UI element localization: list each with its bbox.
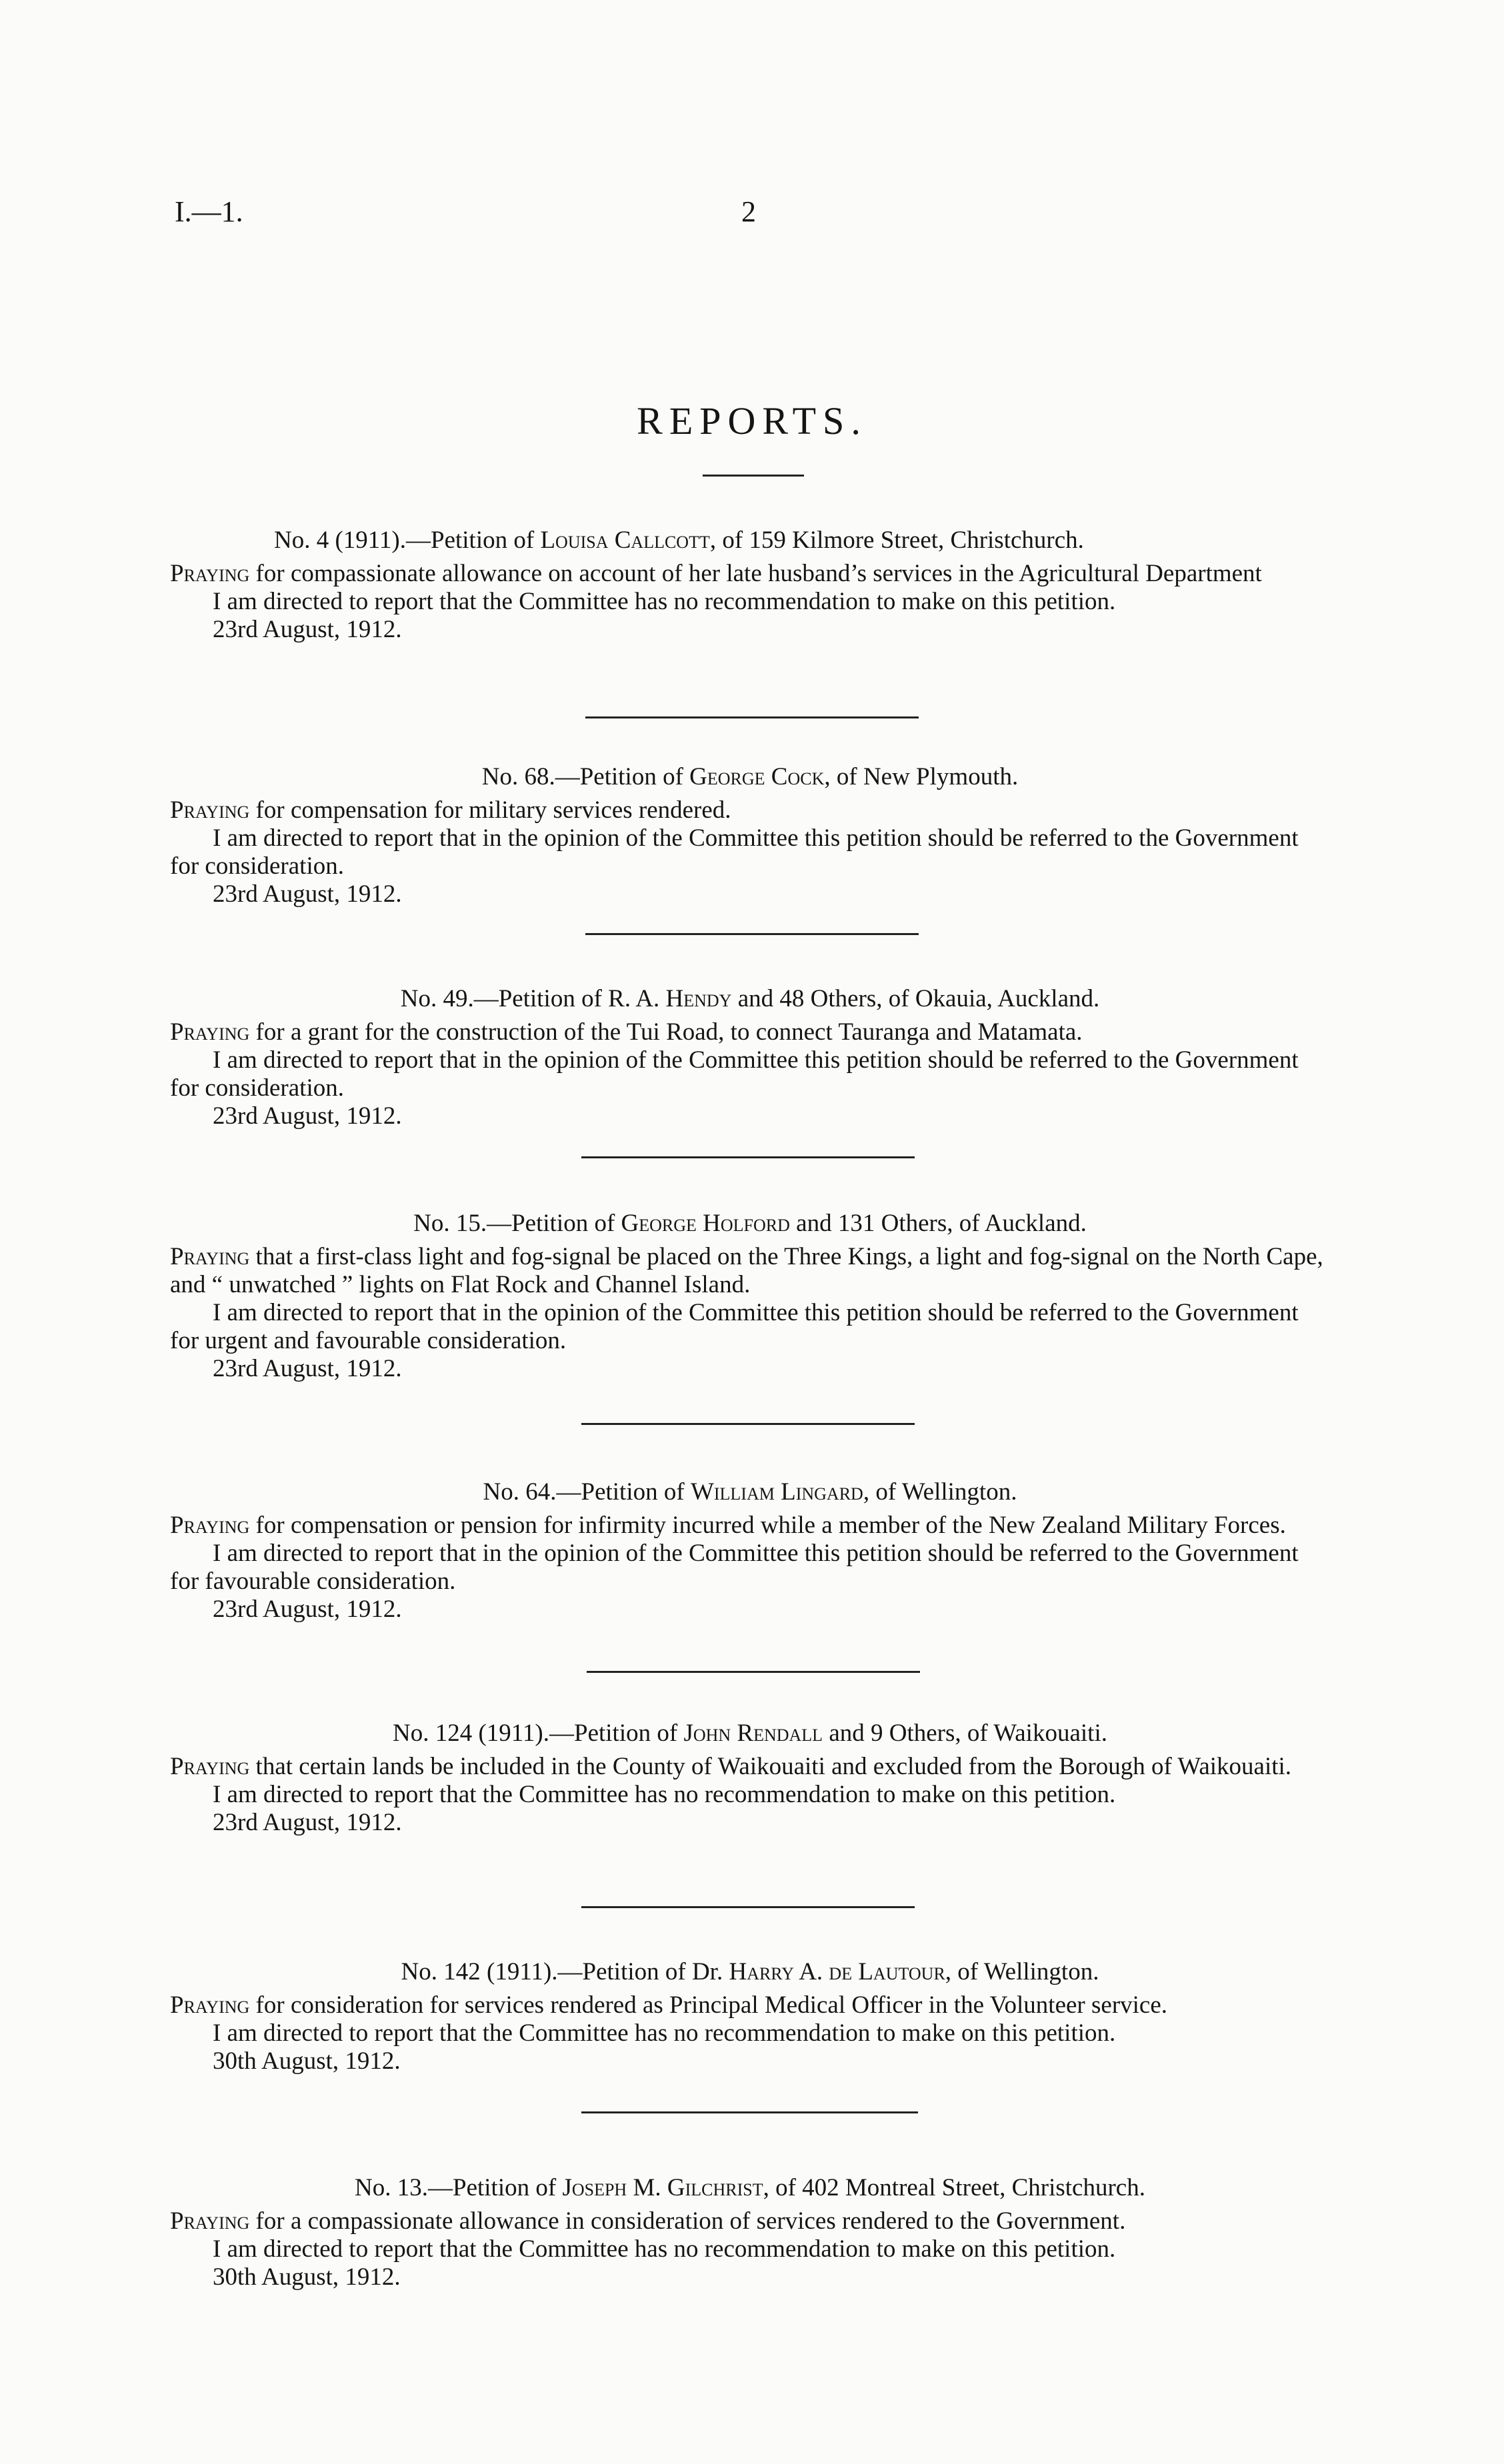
- report-date: 23rd August, 1912.: [213, 1102, 402, 1130]
- petition-report-64: [170, 1478, 1330, 1624]
- petition-report-49: [170, 985, 1330, 1130]
- section-divider: [585, 716, 919, 718]
- praying-paragraph: Praying for a grant for the construction of the Tui Road, to connect Tauranga and Matamata.: [170, 1018, 1083, 1046]
- report-date: 30th August, 1912.: [213, 2263, 401, 2291]
- praying-paragraph: Praying that a first-class light and fog-signal be placed on the Three Kings, a light and fog-signal on the North Cape, and “ unwatched ” lights on Flat Rock and Channel Island.: [170, 1243, 1323, 1298]
- section-divider: [585, 933, 919, 935]
- page-number: 2: [741, 195, 756, 228]
- petition-report-142-1911: [170, 1958, 1330, 2075]
- petition-heading: No. 64.—Petition of William Lingard, of Wellington.: [483, 1478, 1017, 1506]
- petition-heading: No. 68.—Petition of George Cock, of New Plymouth.: [481, 763, 1019, 790]
- page-title: REPORTS.: [637, 399, 867, 443]
- section-divider: [581, 1906, 915, 1908]
- report-paragraph: I am directed to report that the Committee has no recommendation to make on this petition.: [213, 2019, 1116, 2047]
- petition-heading: No. 15.—Petition of George Holford and 131 Others, of Auckland.: [413, 1210, 1087, 1237]
- report-date: 23rd August, 1912.: [213, 1596, 402, 1623]
- praying-paragraph: Praying for compassionate allowance on account of her late husband’s services in the Agricultural Department: [170, 560, 1262, 587]
- report-paragraph: I am directed to report that the Committee has no recommendation to make on this petition.: [213, 588, 1116, 615]
- petition-heading: No. 124 (1911).—Petition of John Rendall and 9 Others, of Waikouaiti.: [393, 1720, 1107, 1747]
- petition-report-4-1911: [170, 527, 1330, 644]
- petition-report-13: [170, 2174, 1330, 2291]
- praying-paragraph: Praying for a compassionate allowance in consideration of services rendered to the Government.: [170, 2207, 1126, 2235]
- petition-heading: No. 4 (1911).—Petition of Louisa Callcott, of 159 Kilmore Street, Christchurch.: [274, 527, 1084, 554]
- report-paragraph: I am directed to report that the Committee has no recommendation to make on this petition.: [213, 2235, 1116, 2263]
- report-date: 23rd August, 1912.: [213, 880, 402, 908]
- title-rule: [703, 475, 804, 477]
- report-date: 23rd August, 1912.: [213, 616, 402, 643]
- report-paragraph: I am directed to report that in the opinion of the Committee this petition should be referred to the Government for consideration.: [170, 824, 1299, 880]
- petition-heading: No. 142 (1911).—Petition of Dr. Harry A. de Lautour, of Wellington.: [401, 1958, 1099, 1985]
- praying-paragraph: Praying that certain lands be included in the County of Waikouaiti and excluded from the Borough of Waikouaiti.: [170, 1753, 1292, 1780]
- section-divider: [587, 1671, 920, 1673]
- petition-report-124-1911: [170, 1720, 1330, 1837]
- section-divider: [581, 2111, 918, 2113]
- petition-report-15: [170, 1210, 1330, 1383]
- report-paragraph: I am directed to report that in the opinion of the Committee this petition should be referred to the Government for consideration.: [170, 1046, 1299, 1102]
- section-divider: [581, 1156, 915, 1158]
- report-paragraph: I am directed to report that in the opinion of the Committee this petition should be referred to the Government for urgent and favourable consideration.: [170, 1299, 1299, 1354]
- report-date: 30th August, 1912.: [213, 2047, 401, 2075]
- praying-paragraph: Praying for consideration for services rendered as Principal Medical Officer in the Volunteer service.: [170, 1991, 1168, 2019]
- praying-paragraph: Praying for compensation or pension for infirmity incurred while a member of the New Zealand Military Forces.: [170, 1512, 1286, 1539]
- petition-heading: No. 13.—Petition of Joseph M. Gilchrist, of 402 Montreal Street, Christchurch.: [355, 2174, 1145, 2201]
- praying-paragraph: Praying for compensation for military services rendered.: [170, 796, 731, 824]
- report-paragraph: I am directed to report that the Committee has no recommendation to make on this petition.: [213, 1781, 1116, 1808]
- section-divider: [581, 1423, 915, 1425]
- report-paragraph: I am directed to report that in the opinion of the Committee this petition should be referred to the Government for favourable consideration.: [170, 1540, 1299, 1595]
- petition-heading: No. 49.—Petition of R. A. Hendy and 48 Others, of Okauia, Auckland.: [400, 985, 1100, 1012]
- report-date: 23rd August, 1912.: [213, 1355, 402, 1382]
- report-date: 23rd August, 1912.: [213, 1809, 402, 1836]
- paper-reference: I.—1.: [175, 195, 243, 228]
- petition-report-68: [170, 763, 1330, 908]
